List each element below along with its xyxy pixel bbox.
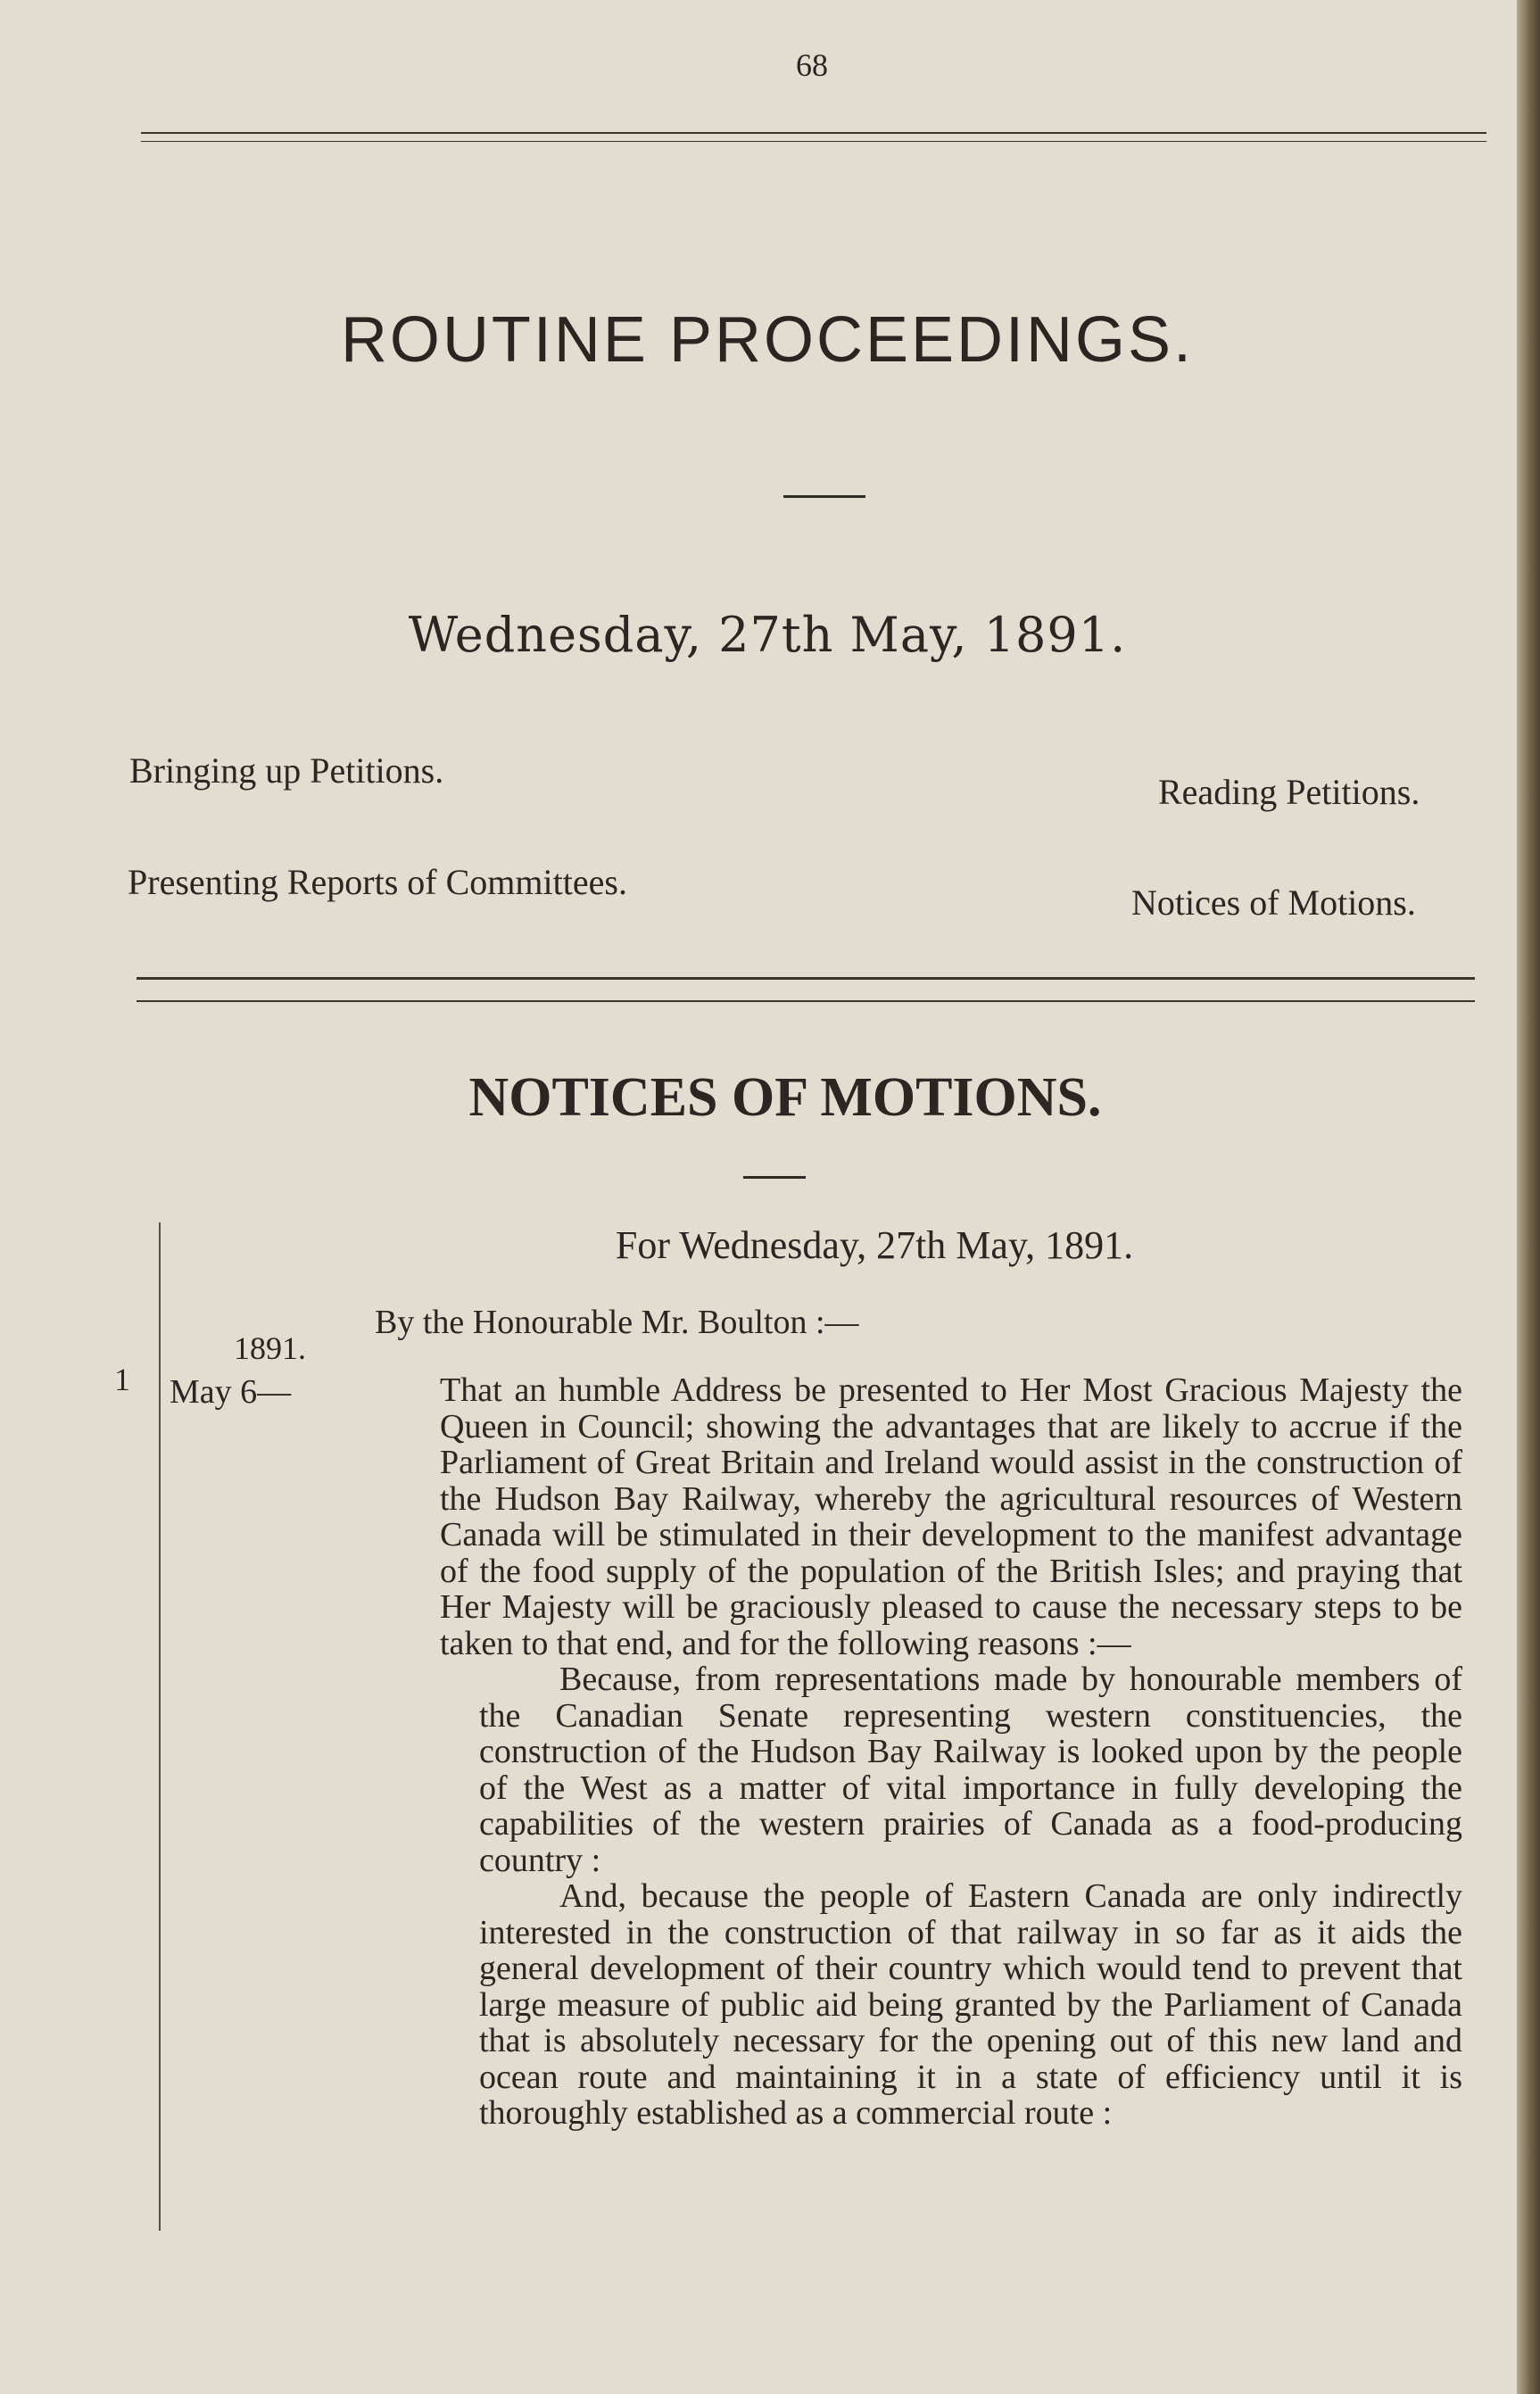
margin-vertical-line [159,1222,161,2231]
for-date-heading: For Wednesday, 27th May, 1891. [615,1223,1134,1267]
title-divider [783,495,865,498]
middle-rule-lower [137,1000,1475,1002]
top-rule-lower [141,141,1486,142]
motion-number: 1 [114,1362,130,1397]
routine-item-presenting-reports: Presenting Reports of Committees. [128,862,627,902]
notices-of-motions-title: NOTICES OF MOTIONS. [468,1067,1102,1128]
by-line: By the Honourable Mr. Boulton :— [375,1304,859,1341]
motion-body [440,1371,1462,2132]
motion-paragraph-3: And, because the people of Eastern Canada are only indirectly interested in the construction of that railway in so far as it aids the general development of their country which would tend to prevent that large measure of public aid being granted by the Parliament of Canada that is absolutely necessary for the opening out of this new land and ocean route and maintaining it in a state of efficiency until it is thoroughly established as a commercial route : [479,1877,1462,2132]
routine-item-bringing-up-petitions: Bringing up Petitions. [129,750,444,791]
routine-item-notices-of-motions: Notices of Motions. [1131,882,1416,923]
page-binding-edge [1517,0,1540,2394]
motion-paragraph-2: Because, from representations made by honourable members of the Canadian Senate representing western constituencies, the construction of the Hudson Bay Railway is looked upon by the people of the West as a matter of vital importance in fully developing the capabilities of the western prairies of Canada as a food-producing country : [479,1661,1462,1879]
middle-rule-upper [137,977,1475,980]
motion-paragraph-1: That an humble Address be presented to Her Most Gracious Majesty the Queen in Council; showing the advantages that are likely to accrue if the Parliament of Great Britain and Ireland would assist in the construction of the Hudson Bay Railway, whereby the agricultural resources of Western Canada will be stimulated in their development to the manifest advantage of the food supply of the population of the British Isles; and praying that Her Majesty will be graciously pleased to cause the necessary steps to be taken to that end, and for the following reasons :— [440,1371,1462,1662]
routine-date-heading: Wednesday, 27th May, 1891. [408,607,1127,663]
notices-divider [743,1176,806,1179]
page-number: 68 [796,47,828,83]
top-rule-upper [141,132,1486,134]
routine-item-reading-petitions: Reading Petitions. [1158,772,1420,812]
routine-proceedings-title: ROUTINE PROCEEDINGS. [340,304,1195,376]
motion-year: 1891. [234,1330,306,1366]
motion-date: May 6— [170,1373,292,1411]
